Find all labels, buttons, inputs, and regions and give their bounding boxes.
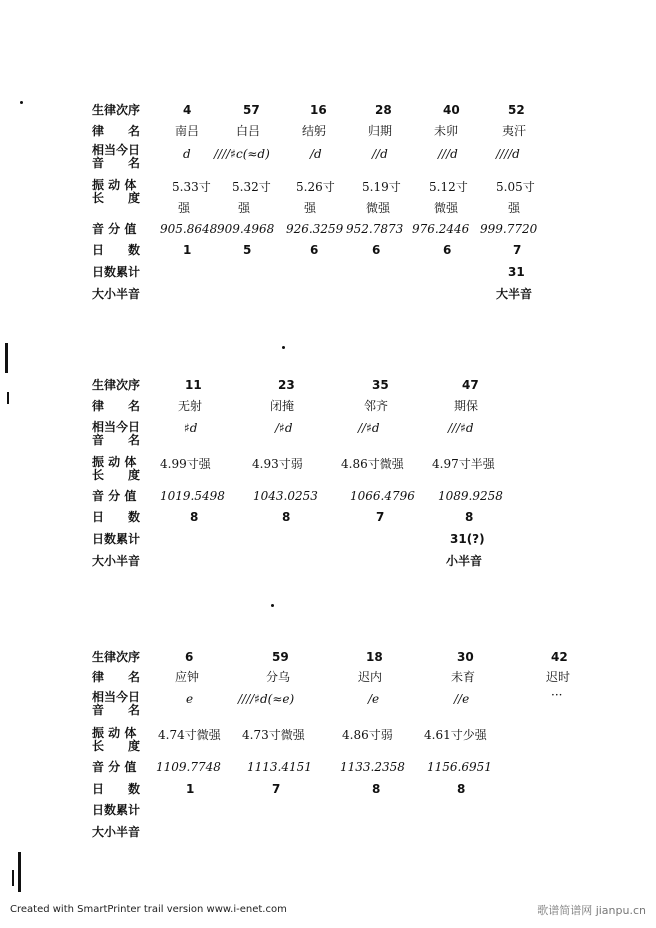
strength-cell: 强: [508, 201, 521, 215]
days-cell: 8: [190, 510, 199, 524]
lu-cell: 应钟: [175, 670, 200, 684]
cents-cell: 926.3259: [286, 222, 344, 236]
order-cell: 6: [185, 650, 194, 664]
scan-speck: [20, 101, 23, 104]
scan-speck: [282, 346, 285, 349]
cents-cell: 952.7873: [346, 222, 404, 236]
order-cell: 23: [278, 378, 295, 392]
label-cum: 日数累计: [92, 803, 141, 817]
lu-cell: 分乌: [266, 670, 291, 684]
label-cents: 音 分 值: [92, 489, 137, 503]
site-watermark: 歌谱简谱网 jianpu.cn: [537, 904, 646, 917]
cents-cell: 999.7720: [480, 222, 538, 236]
length-cell: 4.93寸弱: [252, 457, 303, 471]
size-cell: 小半音: [446, 554, 483, 568]
equiv-cell: e: [186, 692, 194, 706]
days-cell: 7: [513, 243, 522, 257]
label-cum: 日数累计: [92, 265, 141, 279]
cents-cell: 1066.4796: [350, 489, 415, 503]
lu-cell: 无射: [178, 399, 203, 413]
lu-cell: 未育: [451, 670, 476, 684]
cents-cell: 1113.4151: [247, 760, 312, 774]
lu-cell: 迟内: [358, 670, 383, 684]
label-vib-1: 振 动 体: [92, 726, 137, 740]
order-cell: 47: [462, 378, 479, 392]
label-vib-1: 振 动 体: [92, 455, 137, 469]
label-lu: 律 名: [92, 399, 141, 413]
strength-cell: 微强: [434, 201, 459, 215]
lu-cell: 白吕: [236, 124, 261, 138]
strength-cell: 强: [238, 201, 251, 215]
label-equiv-1: 相当今日: [92, 690, 141, 704]
label-days: 日 数: [92, 243, 141, 257]
days-cell: 6: [443, 243, 452, 257]
strength-cell: 强: [304, 201, 317, 215]
cum-cell: 31(?): [450, 532, 485, 546]
label-equiv-2: 音 名: [92, 433, 141, 447]
days-cell: 8: [282, 510, 291, 524]
label-equiv-1: 相当今日: [92, 420, 141, 434]
lu-cell: 期保: [454, 399, 479, 413]
equiv-cell: ♯d: [184, 421, 198, 435]
order-cell: 30: [457, 650, 474, 664]
label-cents: 音 分 值: [92, 222, 137, 236]
margin-mark: [18, 852, 21, 892]
order-cell: 28: [375, 103, 392, 117]
label-equiv-2: 音 名: [92, 156, 141, 170]
equiv-cell: //e: [454, 692, 470, 706]
cents-cell: 976.2446: [412, 222, 470, 236]
lu-cell: 夷汗: [502, 124, 527, 138]
order-cell: 4: [183, 103, 192, 117]
days-cell: 8: [372, 782, 381, 796]
label-equiv-2: 音 名: [92, 703, 141, 717]
length-cell: 4.97寸半强: [432, 457, 495, 471]
equiv-cell: d: [183, 147, 191, 161]
length-cell: 4.61寸少强: [424, 728, 487, 742]
label-cents: 音 分 值: [92, 760, 137, 774]
cents-cell: 1043.0253: [253, 489, 318, 503]
cents-cell: 1089.9258: [438, 489, 503, 503]
label-size: 大小半音: [92, 825, 141, 839]
lu-cell: 未卯: [434, 124, 459, 138]
order-cell: 35: [372, 378, 389, 392]
label-days: 日 数: [92, 782, 141, 796]
label-cum: 日数累计: [92, 532, 141, 546]
equiv-cell: ////♯c(≈d): [214, 147, 270, 161]
cum-cell: 31: [508, 265, 525, 279]
lu-cell: 闭掩: [270, 399, 295, 413]
label-vib-2: 长 度: [92, 739, 141, 753]
length-cell: 4.74寸微强: [158, 728, 221, 742]
label-order: 生律次序: [92, 378, 141, 392]
days-cell: 1: [186, 782, 195, 796]
equiv-cell: ///d: [438, 147, 458, 161]
cents-cell: 905.8648: [160, 222, 218, 236]
equiv-cell: /e: [368, 692, 380, 706]
equiv-cell: /♯d: [275, 421, 293, 435]
length-cell: 5.05寸: [496, 180, 535, 194]
days-cell: 1: [183, 243, 192, 257]
label-days: 日 数: [92, 510, 141, 524]
equiv-cell: ////♯d(≈e): [238, 692, 295, 706]
days-cell: 8: [465, 510, 474, 524]
length-cell: 4.99寸强: [160, 457, 211, 471]
margin-mark: [5, 343, 8, 373]
label-lu: 律 名: [92, 670, 141, 684]
days-cell: 5: [243, 243, 252, 257]
order-cell: 11: [185, 378, 202, 392]
scan-speck: [271, 604, 274, 607]
length-cell: 5.33寸: [172, 180, 211, 194]
order-cell: 52: [508, 103, 525, 117]
lu-cell: 邻齐: [364, 399, 389, 413]
days-cell: 6: [372, 243, 381, 257]
lu-cell: 归期: [368, 124, 393, 138]
cents-cell: 1109.7748: [156, 760, 221, 774]
length-cell: 4.86寸弱: [342, 728, 393, 742]
cents-cell: 909.4968: [217, 222, 275, 236]
length-cell: 5.26寸: [296, 180, 335, 194]
equiv-cell: //d: [372, 147, 388, 161]
size-cell: 大半音: [496, 287, 533, 301]
days-cell: 7: [272, 782, 281, 796]
order-cell: 42: [551, 650, 568, 664]
cents-cell: 1133.2358: [340, 760, 405, 774]
equiv-cell: /d: [310, 147, 322, 161]
lu-cell: 迟时: [546, 670, 571, 684]
length-cell: 5.32寸: [232, 180, 271, 194]
order-cell: 40: [443, 103, 460, 117]
days-cell: 6: [310, 243, 319, 257]
margin-mark: [12, 870, 14, 886]
label-vib-1: 振 动 体: [92, 178, 137, 192]
length-cell: 4.86寸微强: [341, 457, 404, 471]
equiv-cell: //♯d: [358, 421, 380, 435]
label-equiv-1: 相当今日: [92, 143, 141, 157]
length-cell: 5.12寸: [429, 180, 468, 194]
equiv-cell: ////d: [496, 147, 520, 161]
order-cell: 16: [310, 103, 327, 117]
label-order: 生律次序: [92, 103, 141, 117]
length-cell: 4.73寸微强: [242, 728, 305, 742]
label-vib-2: 长 度: [92, 191, 141, 205]
equiv-cell: ···: [551, 688, 563, 702]
margin-mark: [7, 392, 9, 404]
length-cell: 5.19寸: [362, 180, 401, 194]
days-cell: 8: [457, 782, 466, 796]
footer-watermark: Created with SmartPrinter trail version www.i-enet.com: [10, 904, 287, 915]
strength-cell: 微强: [366, 201, 391, 215]
label-lu: 律 名: [92, 124, 141, 138]
label-vib-2: 长 度: [92, 468, 141, 482]
cents-cell: 1156.6951: [427, 760, 492, 774]
label-size: 大小半音: [92, 287, 141, 301]
order-cell: 57: [243, 103, 260, 117]
label-order: 生律次序: [92, 650, 141, 664]
strength-cell: 强: [178, 201, 191, 215]
lu-cell: 南吕: [175, 124, 200, 138]
label-size: 大小半音: [92, 554, 141, 568]
cents-cell: 1019.5498: [160, 489, 225, 503]
order-cell: 59: [272, 650, 289, 664]
lu-cell: 结躬: [302, 124, 327, 138]
equiv-cell: ///♯d: [448, 421, 474, 435]
order-cell: 18: [366, 650, 383, 664]
days-cell: 7: [376, 510, 385, 524]
